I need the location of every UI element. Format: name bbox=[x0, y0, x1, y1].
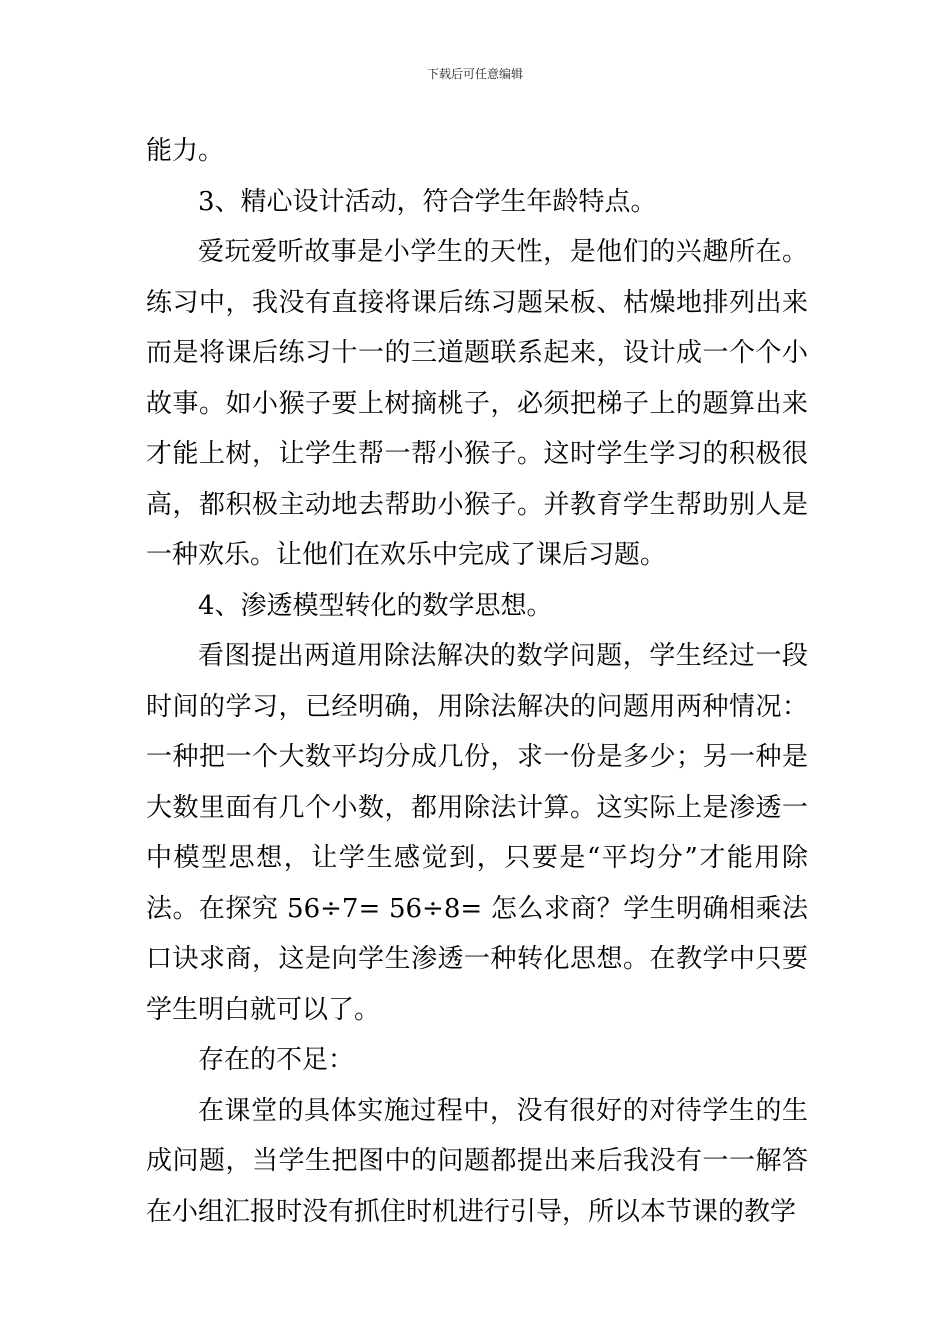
paragraph-shortcomings: 在课堂的具体实施过程中，没有很好的对待学生的生成问题，当学生把图中的问题都提出来后我没有一一解答在小组汇报时没有抓住时机进行引导，所以本节课的教学 bbox=[146, 1095, 808, 1227]
heading-model-thinking: 4、渗透模型转化的数学思想。 bbox=[198, 590, 553, 621]
document-body bbox=[146, 126, 808, 1237]
page-header: 下载后可任意编辑 bbox=[426, 67, 523, 81]
paragraph-ability: 能力。 bbox=[146, 136, 225, 166]
paragraph-stories: 爱玩爱听故事是小学生的天性，是他们的兴趣所在。练习中，我没有直接将课后练习题呆板、枯燥地排列出来而是将课后练习十一的三道题联系起来，设计成一个个小故事。如小猴子要上树摘桃子，必须把梯子上的题算出来才能上树，让学生帮一帮小猴子。这时学生学习的积极很高，都积极主动地去帮助小猴子。并教育学生帮助别人是一种欢乐。让他们在欢乐中完成了课后习题。 bbox=[146, 237, 808, 570]
heading-design-activities: 3、精心设计活动，符合学生年龄特点。 bbox=[198, 186, 657, 217]
paragraph-division: 看图提出两道用除法解决的数学问题，学生经过一段时间的学习，已经明确，用除法解决的问题用两种情况：一种把一个大数平均分成几份，求一份是多少；另一种是大数里面有几个小数，都用除法计算。这实际上是渗透一中模型思想，让学生感觉到，只要是“平均分”才能用除法。在探究 56÷7= 56÷8= 怎么求商？学生明确相乘法口诀求商，这是向学生渗透一种转化思想。在教学中只要学生明白就可以了。 bbox=[146, 641, 808, 1025]
heading-shortcomings: 存在的不足： bbox=[198, 1045, 355, 1075]
